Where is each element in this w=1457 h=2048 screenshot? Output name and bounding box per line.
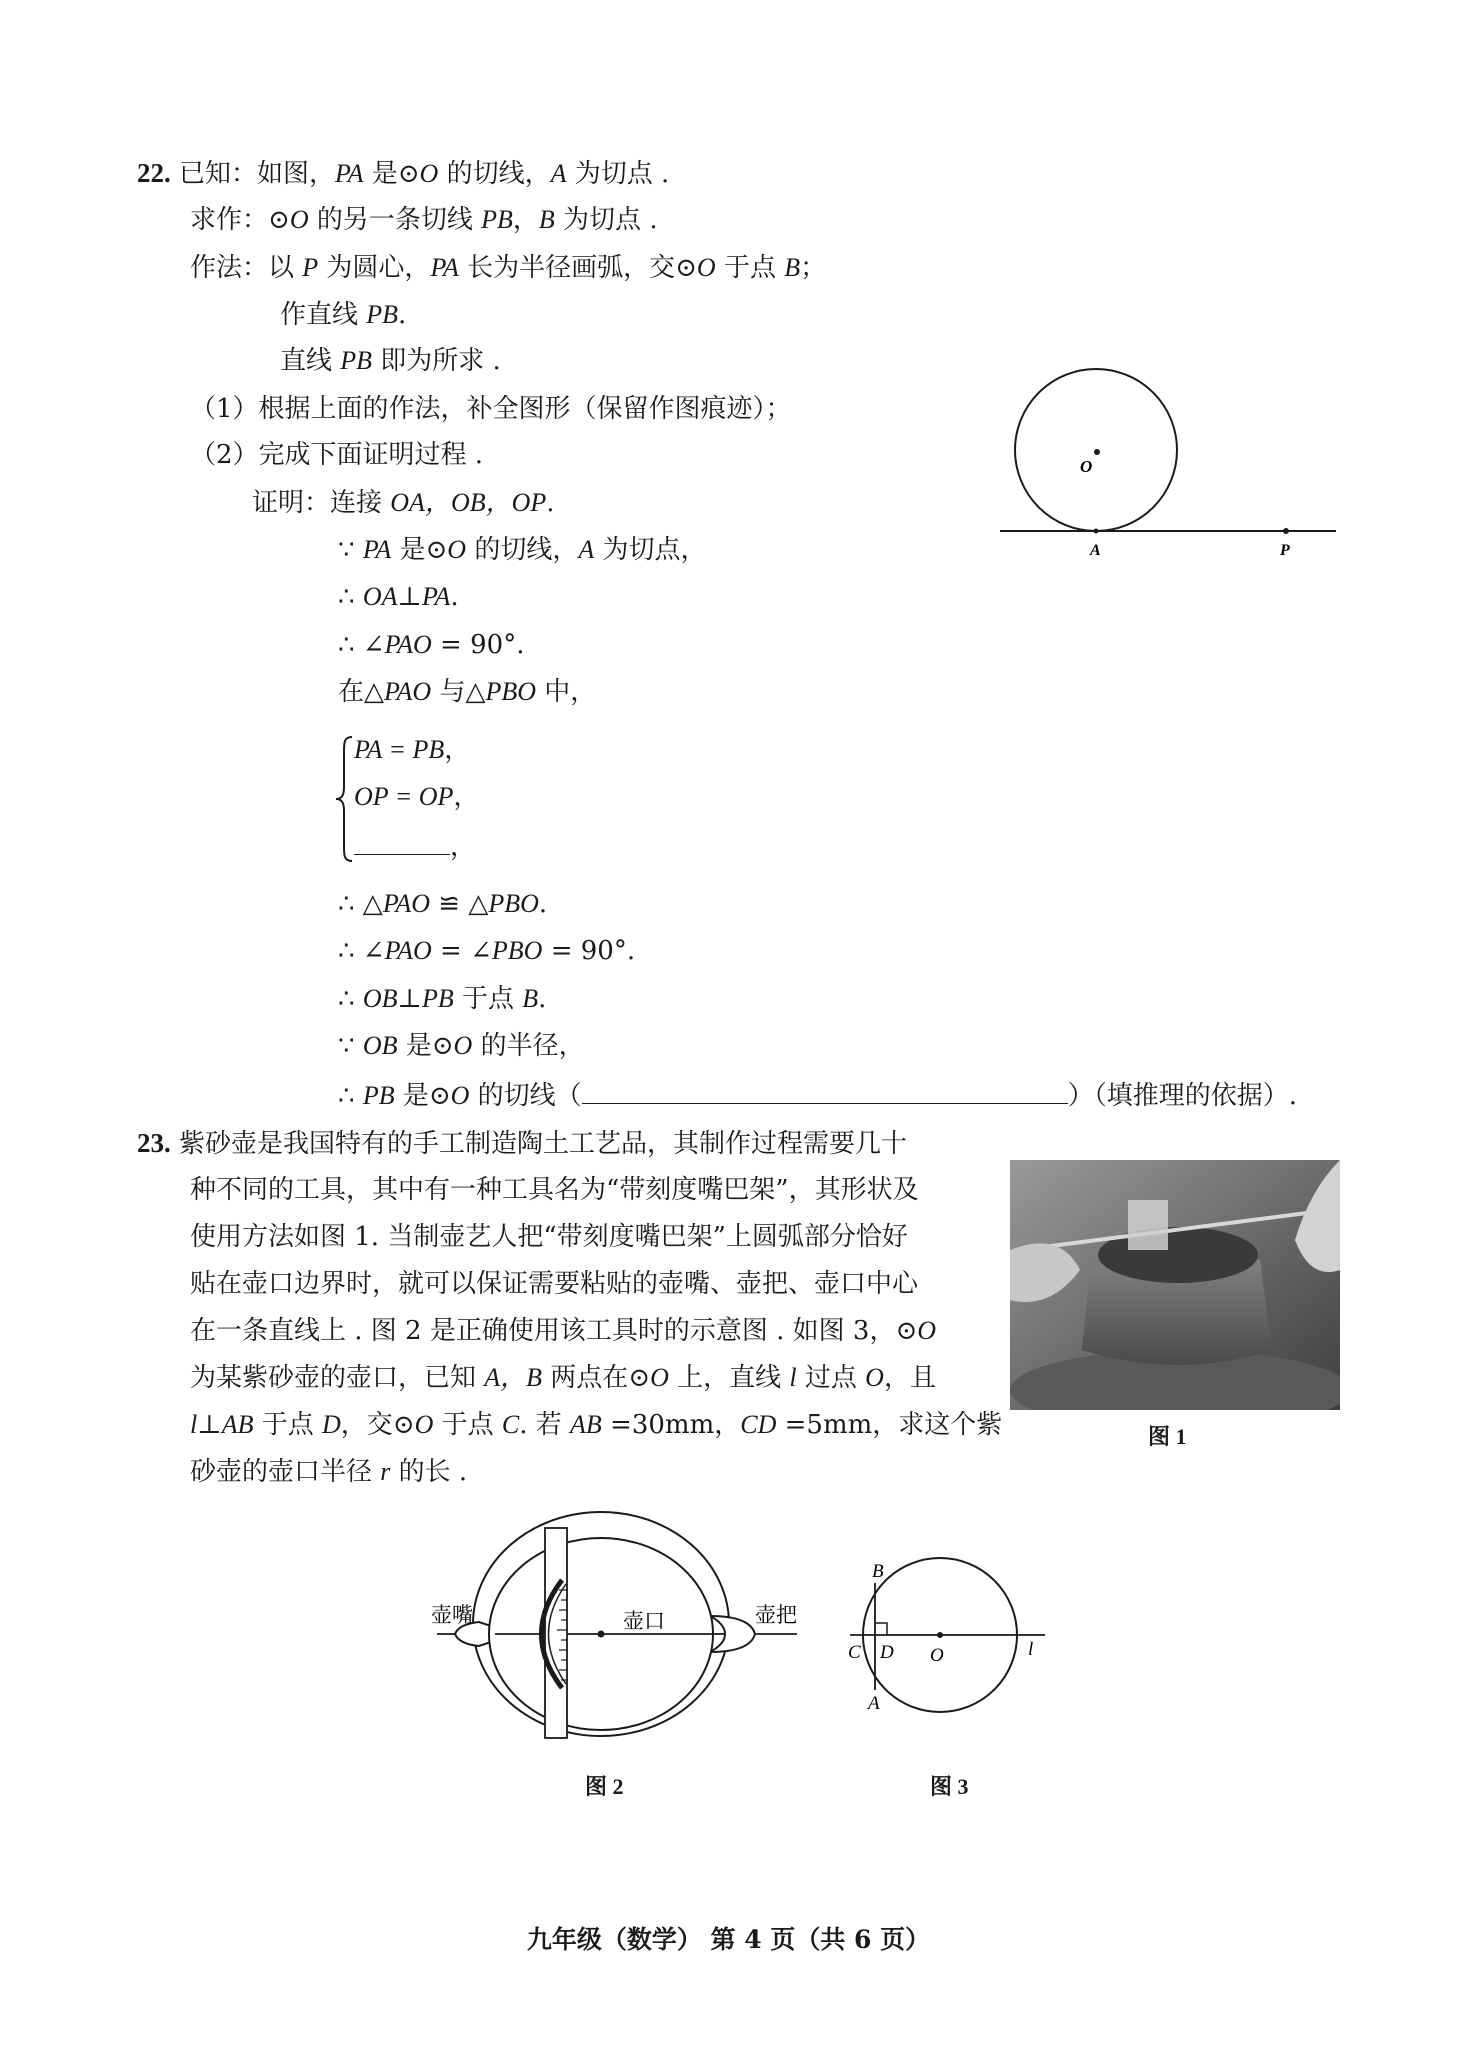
math: PAO [384, 630, 432, 659]
text: ， [453, 782, 480, 812]
text: 于点 [715, 253, 785, 283]
center-point [1094, 449, 1100, 455]
q23-line-6 [190, 1361, 936, 1395]
text: =30mm， [601, 1410, 741, 1440]
proof-label: 证明： [252, 488, 331, 518]
text: 是⊙ [363, 159, 420, 189]
math: PB [366, 300, 399, 329]
math: D [321, 1410, 341, 1439]
math: OB [362, 1031, 398, 1060]
text: . [546, 488, 555, 518]
q23-line-7 [190, 1408, 1002, 1442]
math: O [414, 1410, 434, 1439]
text: ⊙ [268, 205, 290, 235]
math: PA [430, 253, 459, 282]
text: . [538, 889, 548, 919]
math: O [450, 1081, 470, 1110]
q22-part-2: （2）完成下面证明过程 . [190, 440, 484, 470]
text: 连接 [330, 488, 391, 518]
photo-tool-block [1128, 1200, 1168, 1250]
math: PBO [488, 889, 539, 918]
figure-3-diagram [840, 1555, 1055, 1715]
text: 长为半径画弧，交⊙ [458, 253, 697, 283]
proof-step-7 [338, 982, 546, 1016]
text: . 若 [519, 1410, 571, 1440]
text: ⊥ [197, 1410, 222, 1440]
q22-number: 22. [137, 158, 171, 188]
text: . [398, 300, 407, 330]
math: PB [421, 984, 454, 1013]
text: 在△ [338, 677, 384, 707]
figure-3-caption: 图 3 [930, 1774, 969, 1799]
math: PA [421, 582, 451, 611]
math: P [302, 253, 319, 282]
text: 的长 . [390, 1457, 468, 1487]
q23-number: 23. [137, 1128, 171, 1158]
text: ， [444, 735, 471, 765]
math: OB [362, 984, 398, 1013]
q22-figure [990, 365, 1350, 570]
math: PB [340, 346, 373, 375]
text: 紫砂壶是我国特有的手工制造陶土工艺品，其制作过程需要几十 [179, 1129, 908, 1159]
math: r [380, 1457, 391, 1486]
text: 于点 [453, 984, 523, 1014]
figure-2-caption: 图 2 [585, 1774, 624, 1799]
q22-part-1: （1）根据上面的作法，补全图形（保留作图痕迹）； [190, 394, 792, 424]
text: ⊥ [397, 984, 422, 1014]
text: 在一条直线上 . 图 2 是正确使用该工具时的示意图 . 如图 3，⊙ [190, 1316, 918, 1346]
proof-connect-line [252, 486, 555, 520]
text: 为切点 . [566, 159, 670, 189]
text: 直线 [280, 346, 341, 376]
proof-step-4 [338, 675, 596, 709]
text: 为圆心， [318, 253, 431, 283]
label-handle: 壶把 [755, 1603, 797, 1627]
text: 的半径， [472, 1031, 585, 1061]
text: 为切点， [594, 535, 707, 565]
text: ⊥ [397, 582, 422, 612]
center-dot [937, 1632, 943, 1638]
math: O [650, 1363, 669, 1392]
text: 上，直线 [668, 1363, 790, 1393]
label-mouth: 壶口 [623, 1609, 665, 1633]
text: ∴ ∠ [338, 630, 385, 660]
math: A [550, 159, 567, 188]
text: 砂壶的壶口半径 [190, 1457, 381, 1487]
proof-step-6 [338, 934, 635, 968]
proof-step-9 [338, 1077, 1297, 1113]
text: 作直线 [280, 300, 367, 330]
label-b: B [872, 1561, 884, 1582]
q22-method-line-2 [280, 298, 406, 332]
math: AB [221, 1410, 254, 1439]
math: OA，OB，OP [390, 488, 547, 517]
text: 中， [536, 677, 597, 707]
math: O [447, 535, 467, 564]
math: O [696, 253, 716, 282]
math: OP = OP [354, 782, 454, 811]
label-a: A [1090, 542, 1101, 559]
text: 的切线（ [469, 1081, 582, 1111]
text: 的另一条切线 [308, 205, 482, 235]
text: ∴ ∠ [338, 936, 385, 966]
left-brace [334, 735, 356, 863]
text: ，且 [883, 1363, 936, 1393]
answer-blank-reason[interactable] [582, 1077, 1068, 1104]
math: l [190, 1410, 198, 1439]
math: OA [362, 582, 398, 611]
text: 的切线， [438, 159, 551, 189]
given-label: 已知： [179, 159, 258, 189]
math: B [538, 205, 555, 234]
text: 即为所求 . [372, 346, 501, 376]
right-angle-mark [875, 1623, 887, 1635]
text: ∴ [338, 582, 363, 612]
proof-step-2 [338, 580, 459, 614]
math: O [453, 1031, 473, 1060]
text: = 90°. [431, 630, 525, 660]
math: PA [335, 159, 364, 188]
text: 与△ [431, 677, 486, 707]
math: PAO [384, 936, 432, 965]
q23-line-3: 使用方法如图 1. 当制壶艺人把“带刻度嘴巴架”上圆弧部分恰好 [190, 1222, 908, 1252]
text: 两点在⊙ [542, 1363, 651, 1393]
q23-line-5 [190, 1314, 936, 1348]
system-row-1 [354, 733, 470, 767]
math: PB [481, 205, 513, 234]
text: ∵ [338, 1031, 363, 1061]
math: PAO [384, 677, 432, 706]
label-o: O [1080, 457, 1093, 476]
pot-center-dot [598, 1631, 605, 1638]
math: O [419, 159, 439, 188]
figure-1-caption: 图 1 [1148, 1424, 1187, 1449]
text: = 90°. [542, 936, 636, 966]
math: PBO [485, 677, 537, 706]
text: ∴ △ [338, 889, 383, 919]
text: 的切线， [466, 535, 579, 565]
text: ， [512, 205, 539, 235]
math: PAO [382, 889, 431, 918]
math: PA = PB [354, 735, 445, 764]
text: . [450, 582, 459, 612]
figure-2-diagram [425, 1510, 810, 1740]
text: 以 [268, 253, 303, 283]
proof-step-1 [338, 533, 707, 567]
text: 过点 [796, 1363, 866, 1393]
q23-line-2: 种不同的工具，其中有一种工具名为“带刻度嘴巴架”，其形状及 [190, 1175, 919, 1205]
q22-construct-line [190, 203, 658, 237]
q22-method-line-3 [280, 344, 501, 378]
point-a-dot [1094, 529, 1099, 534]
q22-method-line-1 [190, 251, 826, 285]
page-footer: 九年级（数学） 第 4 页（共 6 页） [526, 1925, 931, 1954]
text: 于点 [433, 1410, 502, 1440]
point-p-dot [1283, 528, 1289, 534]
answer-blank-condition[interactable] [354, 828, 450, 855]
math: O [289, 205, 309, 234]
proof-step-3 [338, 628, 524, 662]
text: 是⊙ [397, 1031, 454, 1061]
text: 如图， [257, 159, 336, 189]
math: AB [570, 1410, 602, 1439]
text: 是⊙ [391, 535, 448, 565]
label-o: O [930, 1645, 944, 1666]
math: B [522, 984, 539, 1013]
math: O [917, 1316, 937, 1345]
text: 于点 [253, 1410, 322, 1440]
figure-1-photo [1010, 1160, 1340, 1410]
construct-label: 求作： [190, 205, 269, 235]
text: = ∠ [431, 936, 492, 966]
math: A，B [484, 1363, 543, 1392]
text: 为切点 . [554, 205, 658, 235]
math: O [865, 1363, 884, 1392]
label-spout: 壶嘴 [431, 1603, 473, 1627]
label-l: l [1028, 1639, 1034, 1660]
text: =5mm，求这个紫 [776, 1410, 1003, 1440]
label-c: C [848, 1642, 861, 1663]
text: ≌ △ [430, 889, 489, 919]
text: 是⊙ [394, 1081, 451, 1111]
math: B [784, 253, 801, 282]
math: PA [362, 535, 392, 564]
proof-step-5 [338, 887, 547, 921]
text: . [538, 984, 547, 1014]
label-a: A [868, 1693, 880, 1714]
text: ）（填推理的依据）. [1067, 1081, 1297, 1111]
proof-step-8 [338, 1029, 585, 1063]
system-row-3 [354, 828, 476, 864]
q23-line-1 [137, 1126, 907, 1161]
text: 为某紫砂壶的壶口，已知 [190, 1363, 485, 1393]
math: A [578, 535, 595, 564]
text: ， [450, 832, 477, 862]
math: C [501, 1410, 520, 1439]
q22-given-line [137, 156, 669, 191]
label-p: P [1280, 542, 1290, 559]
label-d: D [880, 1642, 894, 1663]
q23-line-4: 贴在壶口边界时，就可以保证需要粘贴的壶嘴、壶把、壶口中心 [190, 1269, 919, 1299]
system-row-2 [354, 780, 479, 814]
math: l [789, 1363, 797, 1392]
q23-line-8 [190, 1455, 467, 1489]
text: ∵ [338, 535, 363, 565]
math: PBO [491, 936, 543, 965]
math: PB [362, 1081, 395, 1110]
text: ，交⊙ [340, 1410, 415, 1440]
text: ∴ [338, 984, 363, 1014]
method-label: 作法： [190, 253, 269, 283]
text: ； [800, 253, 827, 283]
math: CD [740, 1410, 777, 1439]
text: ∴ [338, 1081, 363, 1111]
